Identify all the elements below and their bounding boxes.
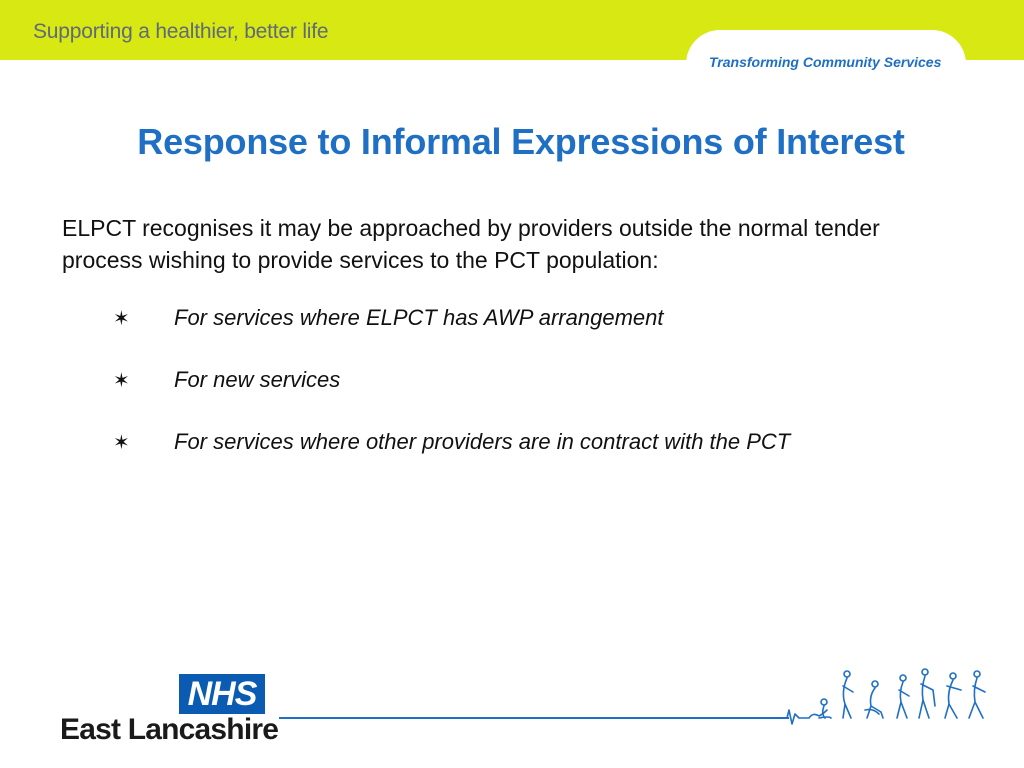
people-silhouettes-icon <box>777 662 997 728</box>
star-bullet-icon: ✶ <box>113 308 130 330</box>
bullet-item <box>113 367 790 429</box>
bullet-item <box>113 305 790 367</box>
footer-divider <box>279 717 789 719</box>
slide-title: Response to Informal Expressions of Interest <box>137 121 905 162</box>
bullet-text: For services where other providers are in contract with the PCT <box>174 429 791 454</box>
bullet-list <box>113 305 790 491</box>
nhs-logo <box>179 674 265 714</box>
bullet-text: For services where ELPCT has AWP arrangement <box>174 305 664 330</box>
intro-paragraph: ELPCT recognises it may be approached by providers outside the normal tender process wishing to provide services to the PCT population: <box>62 215 880 273</box>
star-bullet-icon: ✶ <box>113 370 130 392</box>
bullet-text: For new services <box>174 367 341 392</box>
header-tab-text: Transforming Community Services <box>709 54 942 70</box>
nhs-logo-text: NHS <box>187 674 257 713</box>
bullet-item <box>113 429 790 491</box>
tagline: Supporting a healthier, better life <box>33 20 329 43</box>
star-bullet-icon: ✶ <box>113 432 130 454</box>
organisation-name: East Lancashire <box>60 713 279 746</box>
